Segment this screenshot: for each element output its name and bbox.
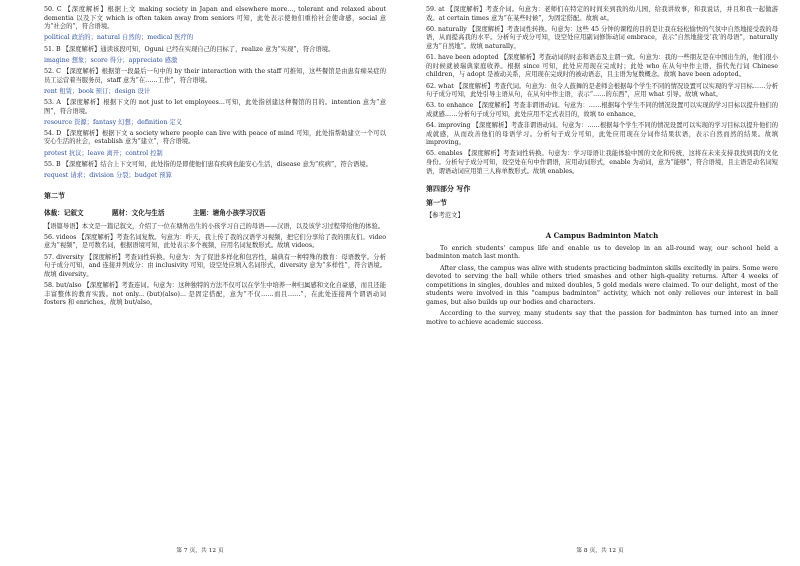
vocab-51: imagine 想象；score 得分；appreciate 感激 (44, 56, 178, 64)
essay-title: A Campus Badminton Match (545, 230, 659, 240)
answer-52: 52. C 【深度解析】根据第一段最后一句中的 by their interaction with the staff 可推知，这些餐馆是由患有痴呆症的员工运营着当服务员，staff 意为“在……工作”，符合语境。 (44, 67, 386, 84)
answer-55: 55. B 【深度解析】结合上下文可知，此处指的是即使他们患有疾病也能安心生活，disease 意为“疾病”，符合语境。 (44, 160, 372, 168)
vocab-55: request 请求；division 分裂；budget 预算 (44, 172, 172, 180)
section-heading: 第一节 (426, 198, 447, 208)
topic-label: 题材：文化与生活 (111, 208, 165, 217)
answer-51: 51. B 【深度解析】通读该段可知，Oguni 已经在实现自己的目标了，realize 意为“实现”，符合语境。 (44, 45, 335, 53)
reference-label: 【参考范文】 (426, 212, 464, 220)
right-page (400, 0, 800, 566)
essay-paragraph: After class, the campus was alive with students practicing badminton skills excitedly in pairs. Some were devoted to serving the ball while others tried smashes and other high-quality returns. After 4 weeks of competitions in singles, doubles and mixed doubles, 5 gold medals were claimed. To our delight, most of the students were involved in this "campus badminton" activity, which not only relieves our interest in ball games, but also builds up our bodies and characters. (426, 264, 778, 306)
answer-59: 59. at 【深度解析】考查介词。句意为：老师们在特定的时间来到我的幼儿园，给我讲故事，和我说话，并且和我一起做游戏。at certain times 意为“在某些时候”，为固定搭配。故填 at。 (426, 6, 778, 22)
vocab-54: protest 抗议；leave 离开；control 控制 (44, 149, 163, 157)
answer-57: 57. diversity 【深度解析】考查词性转换。句意为：为了促进多样化和包容性，瑞典有一种特殊的教育：母语教学。分析句子成分可知，and 连接并列成分：由 inclusivity 可知，设空处应填入名词形式，diversity 意为“多样性”，符合语境。故填 diversity。 (44, 253, 386, 278)
answer-62: 62. what 【深度解析】考查代词。句意为：但令人鼓舞的是老师会根据每个学生不同的情况设置可以实现的学习目标……分析句子成分可知，此处引导主语从句，在从句中作主语，表示“……的东西”，应用 what 引导。故填 what。 (426, 82, 778, 99)
answer-50: 50. C 【深度解析】根据上文 making society in Japan and elsewhere more..., tolerant and relaxed about dementia 以及下文 which is often taken away from seniors 可知，此处表示使他们重拾社会使命感，social 意为“社会的”，符合语境。 (44, 6, 386, 31)
answer-64: 64. improving 【深度解析】考查非谓语动词。句意为：……根据每个学生不同的情况设置可以实现的学习目标以提升他们的成就感，从而改善他们的母语学习。分析句子成分可知，此处应用现在分词作结果状语，表示自然而然的结果。故填 improving。 (426, 122, 778, 147)
answer-65: 65. enables 【深度解析】考查词性转换。句意为：学习母语让我能体验中国的文化和传统，这将在未来支持我找到我的文化身份。分析句子成分可知，设空处在句中作谓语，应用动词形式，enable 为动词，意为“能够”，符合语境，且主语是动名词短语，谓语动词应用第三人称单数形式。故填 enables。 (426, 150, 778, 175)
vocab-52: rent 租赁；book 预订；design 设计 (44, 87, 151, 95)
answer-63: 63. to enhance 【深度解析】考查非谓语动词。句意为：……根据每个学生不同的情况设置可以实现的学习目标以提升他们的成就感……分析句子成分可知，此处应用不定式表目的，故填 to enhance。 (426, 102, 778, 118)
answer-56: 56. videos 【深度解析】考查名词复数。句意为：昨天，我上传了我的汉语学习视频，把它们分享给了我的朋友们。video 意为“视频”，是可数名词，根据语境可知，此处表示多个视频，应用名词复数形式。故填 videos。 (44, 233, 386, 250)
genre-label: 体裁：记叙文 (44, 208, 84, 217)
vocab-50: political 政治的；natural 自然的；medical 医疗的 (44, 34, 194, 42)
answer-61: 61. have been adopted 【深度解析】考查动词的时态和语态及主谓一致。句意为：我的一些朋友是在中国出生的，他们很小的时候就被瑞典家庭收养。根据 since 可知，此处应用现在完成时；此处 who 在从句中作主语，指代先行词 Chinese children，与 adopt 是被动关系，应用现在完成时的被动语态，且主语为复数概念。故填 have been adopted。 (426, 54, 778, 79)
answer-58: 58. but/also 【深度解析】考查连词。句意为：这种独特的方法不仅可以在学生中培养一种归属感和文化自豪感，而且还能丰富整体的教育实践。not only... (but)(also)... 是固定搭配，意为“不仅……而且……”，在此处连接两个谓语动词 fosters 和 enriches。故填 but/also。 (44, 281, 386, 307)
answer-60: 60. naturally 【深度解析】考查词性转换。句意为：这些 45 分钟的课程的目的是让我在轻松愉快的气氛中自然地接受我的母语，从而提高我的水平。分析句子成分可知，设空处应用副词修饰动词 embrace，表示“自然地接受‘我’的母语”，naturally 意为“自然地”。故填 naturally。 (426, 25, 778, 50)
vocab-53: resource 资源；fantasy 幻想；definition 定义 (44, 118, 183, 126)
theme-label: 主题：塘角小孩学习汉语 (192, 208, 266, 217)
part-heading: 第四部分 写作 (426, 184, 471, 194)
answer-53: 53. A 【深度解析】根据下文的 not just to let employees...可知，此处指创建这种餐馆的目的。intention 意为“意图”，符合语境。 (44, 98, 386, 115)
answer-54: 54. D 【深度解析】根据下文 a society where people can live with peace of mind 可知，此处指帮助建立一个可以安心生活的社会，establish 意为“建立”，符合语境。 (44, 129, 386, 146)
essay-paragraph: According to the survey, many students say that the passion for badminton has turned into an inner motive to achieve academic success. (426, 310, 778, 326)
page-footer: 第 7 页，共 12 页 (176, 548, 224, 554)
section-heading: 第二节 (44, 190, 65, 200)
passage-info (44, 207, 386, 217)
essay-paragraph: To enrich students' campus life and enable us to develop in an all-round way, our school held a badminton match last month. (426, 244, 778, 261)
passage-intro: 【语篇导语】本文是一篇记叙文，介绍了一位在塘角出生的小孩学习自己的母语——汉语，以及该学习过程带给他的体验。 (44, 222, 385, 230)
page-footer: 第 8 页，共 12 页 (576, 548, 624, 554)
